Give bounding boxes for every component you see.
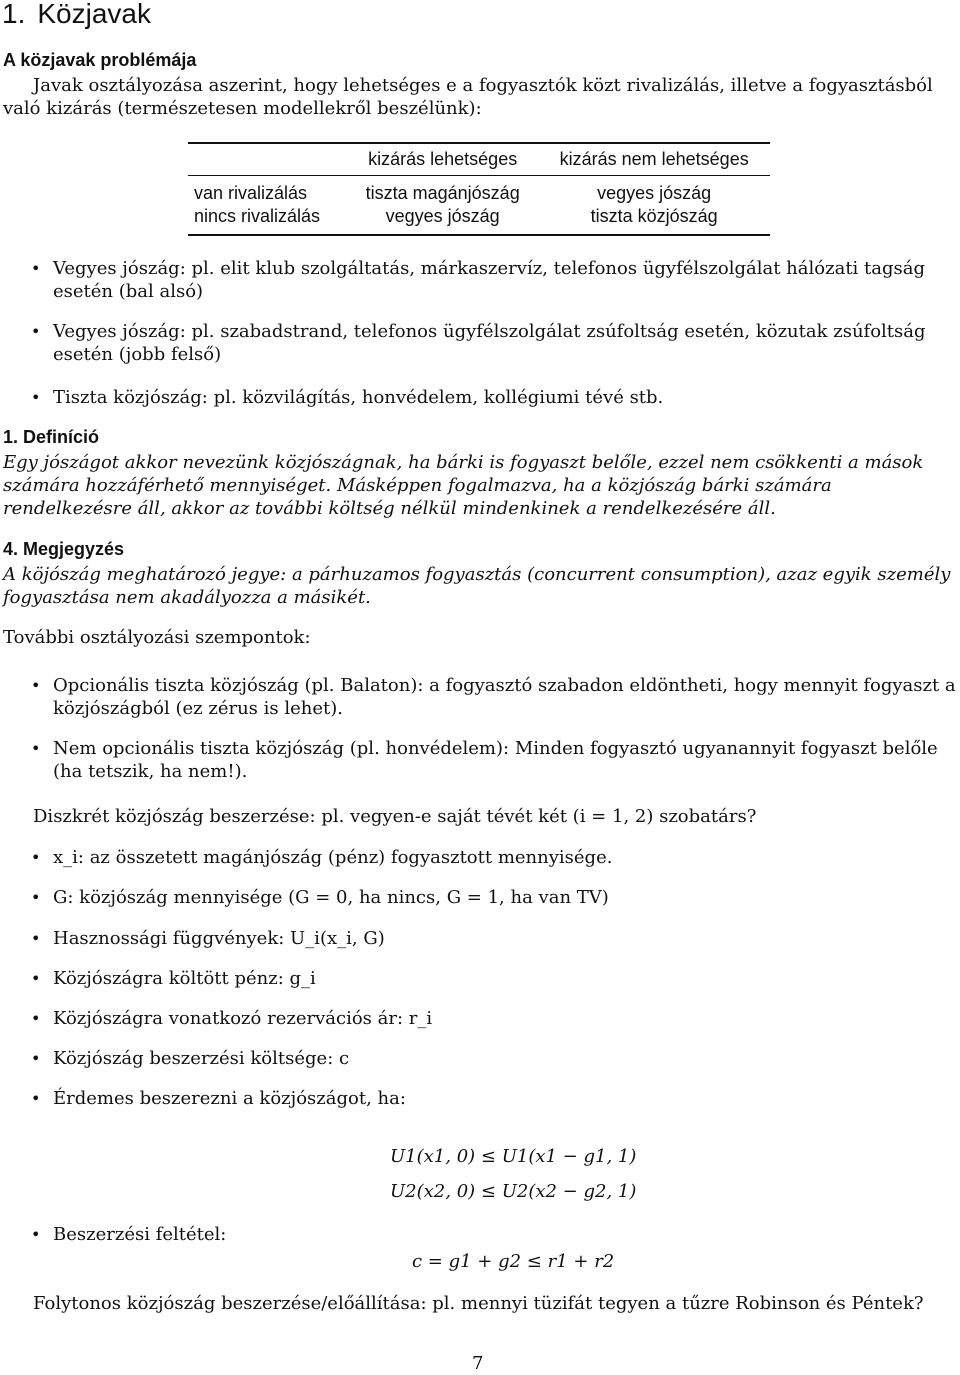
discrete-paragraph: Diszkrét közjószág beszerzése: pl. vegyen-e saját tévét két (i = 1, 2) szobatárs? [33,806,757,827]
list-item: • Érdemes beszerezni a közjószágot, ha: [53,1087,957,1110]
table-header-row [188,143,770,176]
table-cell: vegyes jószág [385,206,500,226]
list-item: • Vegyes jószág: pl. szabadstrand, telefonos ügyfélszolgálat zsúfoltság esetén, közutak zsúfoltság esetén (jobb felső) [53,320,957,366]
subsection-title: A közjavak problémája [3,50,197,70]
table-header-cell [188,143,347,176]
list-item: • Hasznossági függvények: U_i(x_i, G) [53,927,957,950]
section-heading [2,0,151,32]
continuous-paragraph: Folytonos közjószág beszerzése/előállítása: pl. mennyi tüzifát tegyen a tűzre Robinson és Péntek? [33,1293,924,1314]
remark-heading: 4. Megjegyzés [3,539,125,559]
further-classification-label: További osztályozási szempontok: [3,627,311,648]
list-item: • Nem opcionális tiszta közjószág (pl. honvédelem): Minden fogyasztó ugyanannyit fogyaszt belőle (ha tetszik, ha nem!). [53,737,957,783]
list-item: • Közjószágra költött pénz: g_i [53,967,957,990]
list-item: • G: közjószág mennyisége (G = 0, ha nincs, G = 1, ha van TV) [53,886,957,909]
list-item: • Opcionális tiszta közjószág (pl. Balaton): a fogyasztó szabadon eldöntheti, hogy mennyit fogyaszt a közjószágból (ez zérus is lehet). [53,674,957,720]
list-item: • Tiszta közjószág: pl. közvilágítás, honvédelem, kollégiumi tévé stb. [53,386,957,409]
section-number: 1. [2,0,26,29]
subsection-heading [3,49,196,72]
equation-2: U2(x2, 0) ≤ U2(x2 − g2, 1) [390,1181,637,1202]
page-number: 7 [472,1353,484,1374]
definition-text: Egy jószágot akkor nevezünk közjószágnak, ha bárki is fogyaszt belőle, ezzel nem csökkenti a mások számára hozzáférhető mennyiséget. Másképpen fogalmazva, ha a közjószág bárki számára rendelkezésre áll, akkor az további költség nélkül mindenkinek a rendelkezésére áll. [3,452,924,519]
remark-text: A köjószág meghatározó jegye: a párhuzamos fogyasztás (concurrent consumption), azaz egyik személy fogyasztása nem akadályozza a másikét. [3,564,951,608]
table-cell: tiszta magánjószág [365,183,520,203]
list-item: • Közjószág beszerzési költsége: c [53,1047,957,1070]
equation-3: c = g1 + g2 ≤ r1 + r2 [412,1251,615,1272]
table-row-header: nincs rivalizálás [194,206,321,226]
list-item: • Közjószágra vonatkozó rezervációs ár: r_i [53,1007,957,1030]
table-header-cell: kizárás nem lehetséges [559,149,749,169]
intro-paragraph: Javak osztályozása aszerint, hogy lehetséges e a fogyasztók közt rivalizálás, illetve a fogyasztásból való kizárás (természetesen modellekről beszélünk): [3,75,933,119]
list-item: • Vegyes jószág: pl. elit klub szolgáltatás, márkaszervíz, telefonos ügyfélszolgálat hálózati tagság esetén (bal alsó) [53,257,957,303]
definition-heading: 1. Definíció [3,427,100,447]
list-item: • x_i: az összetett magánjószág (pénz) fogyasztott mennyisége. [53,846,957,869]
list-item: • Beszerzési feltétel: [53,1223,957,1246]
table-header-cell: kizárás lehetséges [368,149,518,169]
goods-classification-table [188,142,770,236]
equation-1: U1(x1, 0) ≤ U1(x1 − g1, 1) [390,1146,637,1167]
table-row [188,176,770,206]
table-cell: vegyes jószág [597,183,712,203]
table-row [188,205,770,235]
table-cell: tiszta közjószág [590,206,718,226]
section-title: Közjavak [37,0,151,29]
table-row-header: van rivalizálás [194,183,308,203]
